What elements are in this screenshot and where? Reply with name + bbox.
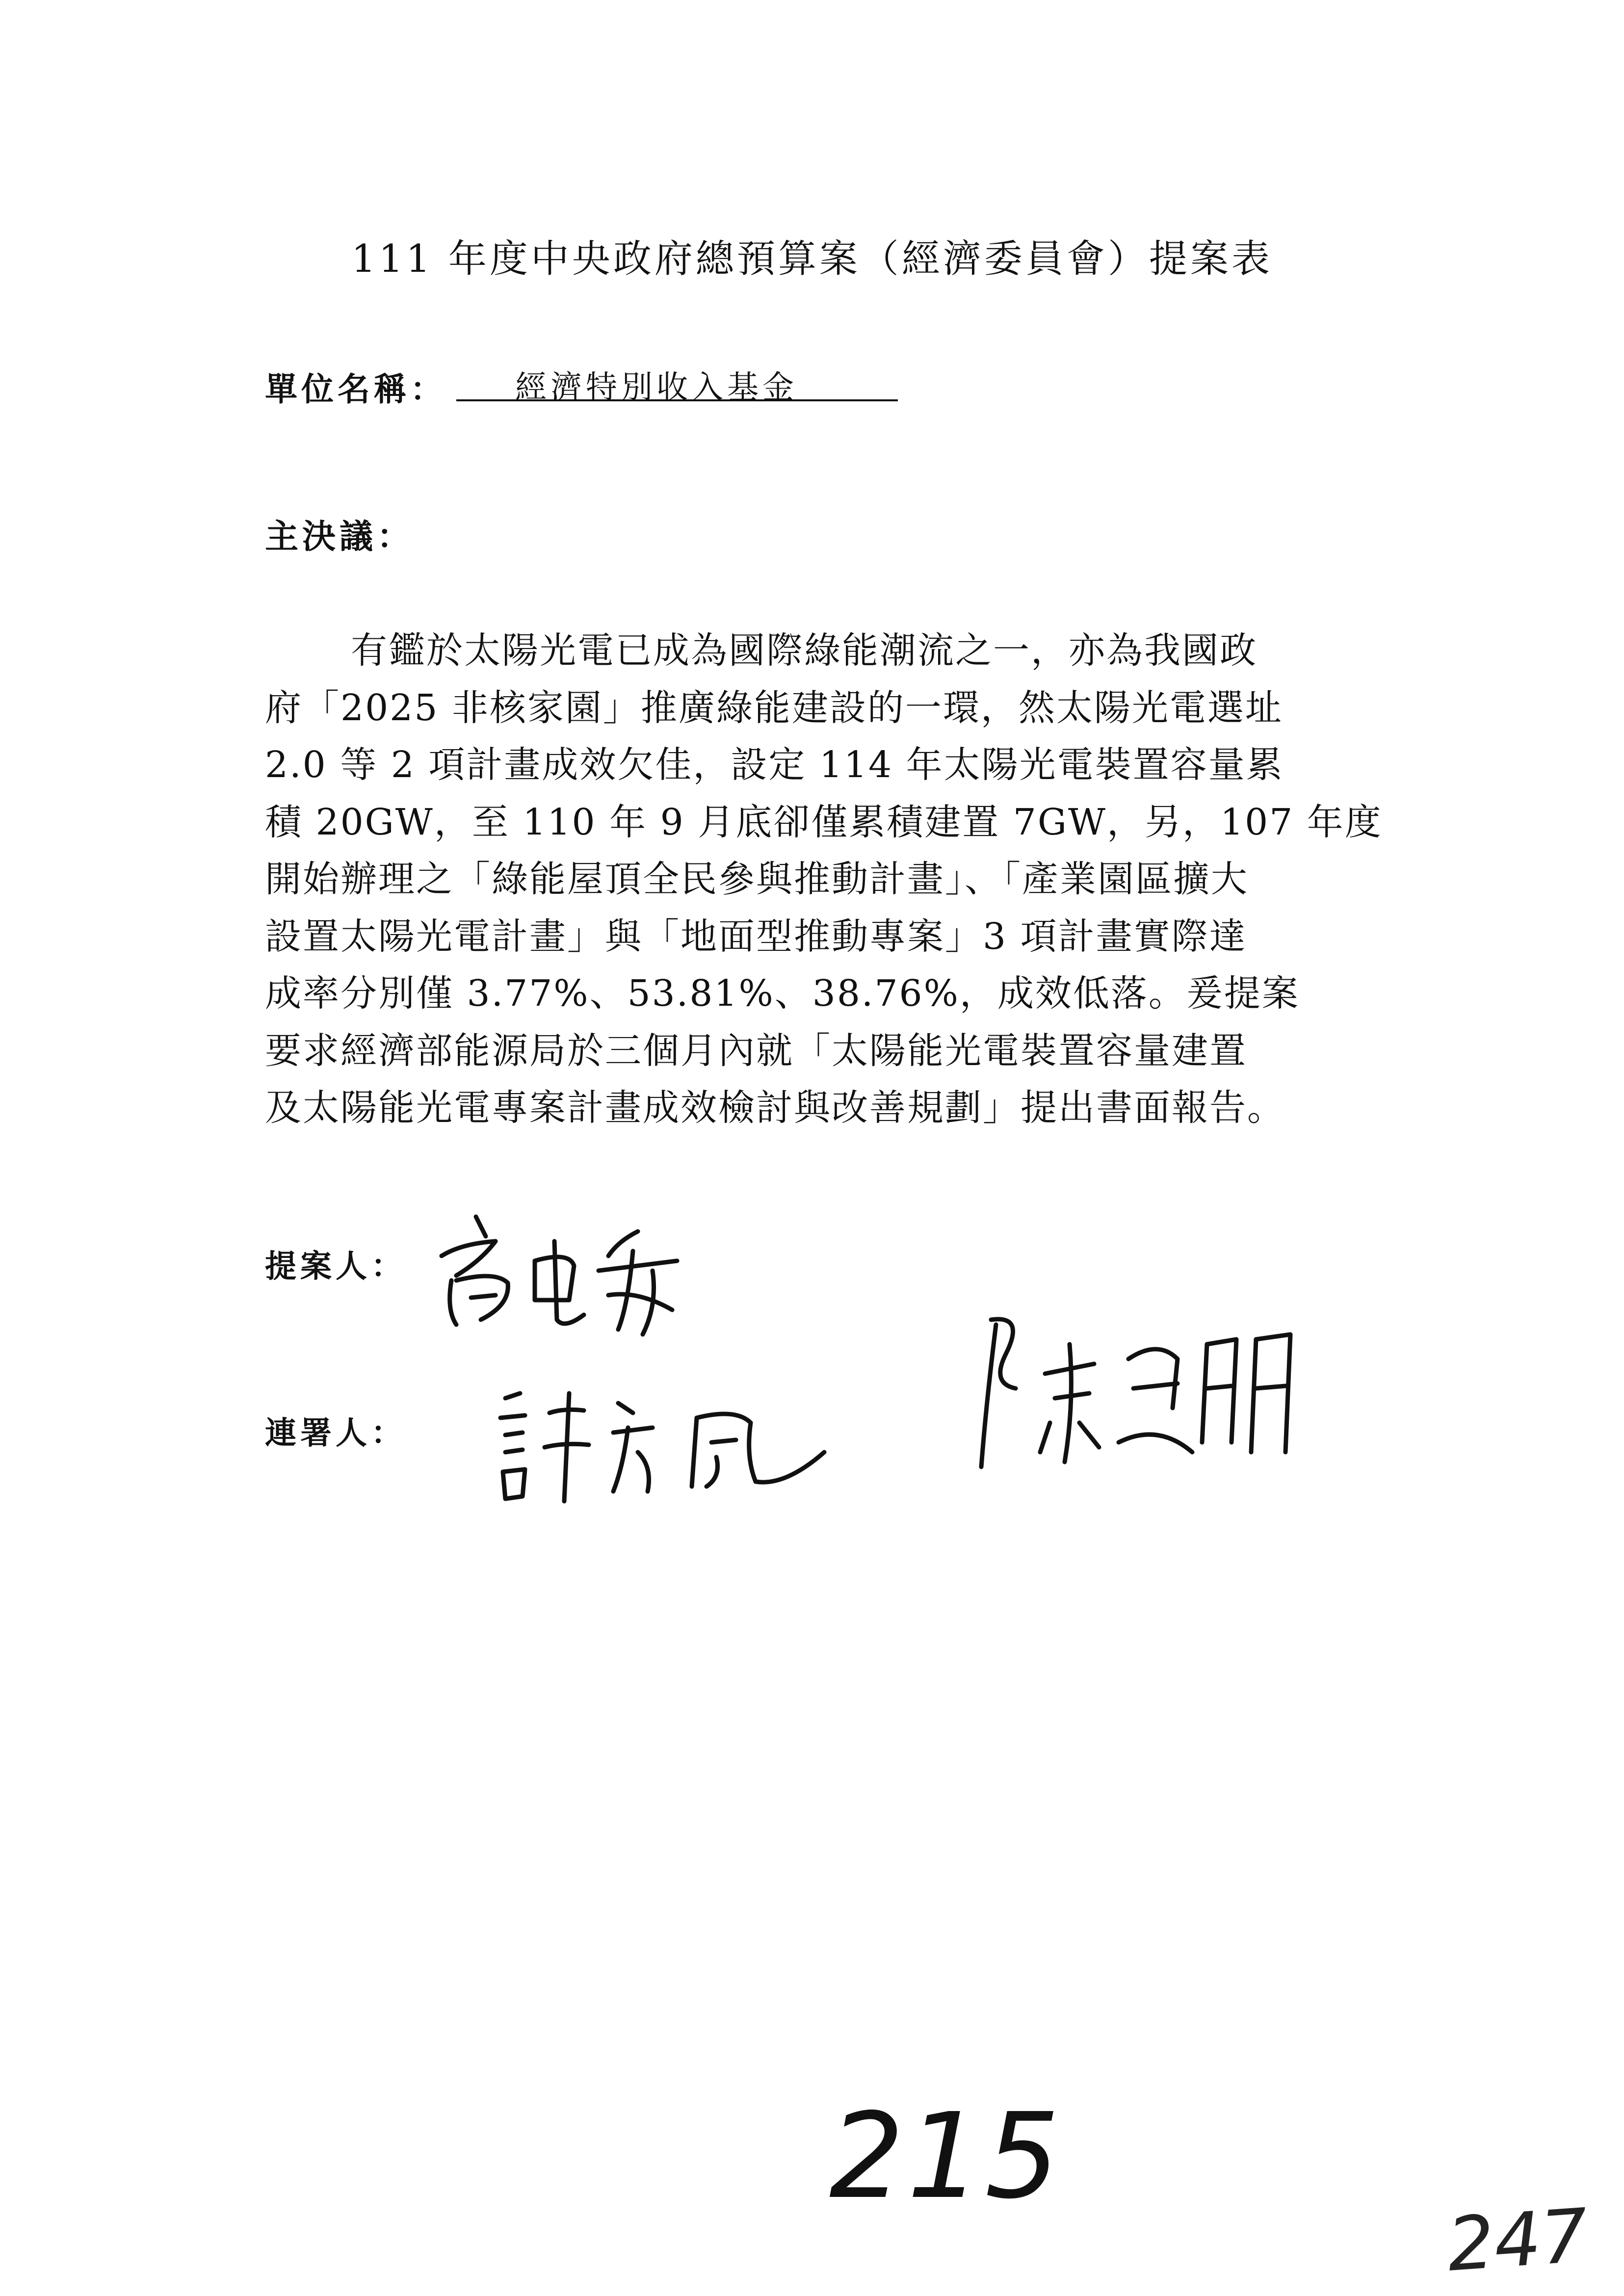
handwritten-page-number: 215 (829, 2087, 1063, 2225)
resolution-heading: 主決議： (265, 517, 415, 556)
document-title: 111 年度中央政府總預算案（經濟委員會）提案表 (351, 237, 1273, 281)
cosigner-label: 連署人： (265, 1415, 406, 1452)
body-line: 積 20GW，至 110 年 9 月底卻僅累積建置 7GW，另，107 年度 (265, 801, 1383, 843)
resolution-body (265, 622, 1442, 1137)
body-line: 成率分別僅 3.77%、53.81%、38.76%，成效低落。爰提案 (265, 972, 1300, 1015)
cosigner-signature-2 (971, 1305, 1315, 1482)
body-line: 有鑑於太陽光電已成為國際綠能潮流之一，亦為我國政 (351, 629, 1257, 672)
body-line: 及太陽能光電專案計畫成效檢討與改善規劃」提出書面報告。 (265, 1087, 1285, 1129)
body-line: 府「2025 非核家園」推廣綠能建設的一環，然太陽光電選址 (265, 686, 1283, 729)
handwritten-archive-number: 247 (1444, 2193, 1591, 2288)
proposer-label: 提案人： (265, 1248, 406, 1285)
proposer-signature (422, 1197, 697, 1344)
body-line: 2.0 等 2 項計畫成效欠佳，設定 114 年太陽光電裝置容量累 (265, 744, 1284, 786)
cosigner-signature-1 (491, 1383, 864, 1511)
body-line: 要求經濟部能源局於三個月內就「太陽能光電裝置容量建置 (265, 1029, 1247, 1072)
body-line: 開始辦理之「綠能屋頂全民參與推動計畫」、「產業園區擴大 (265, 858, 1249, 900)
body-line: 設置太陽光電計畫」與「地面型推動專案」3 項計畫實際達 (265, 915, 1247, 958)
unit-name-value: 經濟特別收入基金 (456, 362, 898, 401)
unit-name-label: 單位名稱： (265, 370, 446, 408)
